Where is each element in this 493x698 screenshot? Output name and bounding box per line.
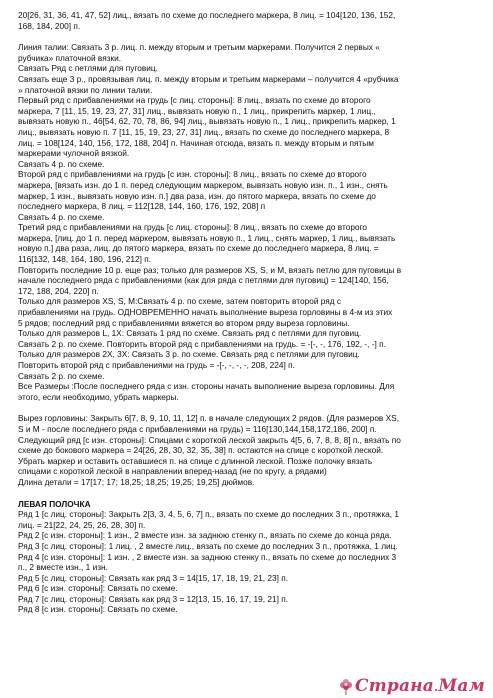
text-line: Ряд 5 [с лиц. стороны]: Связать как ряд 3 = 14[15, 17, 18, 19, 21, 23] п. <box>18 572 288 583</box>
text-line: маркера, [лиц. до 1 п. перед маркером, вывязать новую п., 1 лиц., снять маркер, 1 лиц., вывязать <box>18 232 396 243</box>
text-line: Ряд 7 [с лиц. стороны]: Связать как ряд 3 = 12[13, 15, 16, 17, 19, 21] п. <box>18 593 288 604</box>
paragraph-1 <box>18 10 480 31</box>
text-line: Третий ряд с прибавлениями на грудь [с лиц. стороны]: 8 лиц., вязать по схеме до второго <box>18 222 368 233</box>
text-line: Только для размеров XS, S, M:Связать 4 р. по схеме, затем повторить второй ряд с <box>18 296 342 307</box>
text-line: Ряд 2 [с изн. стороны]: 1 изн., 2 вместе изн. за заднюю стенку п., вязать по схеме до конца ряда. <box>18 530 392 541</box>
text-line: » платочной вязки по линии талии. <box>18 84 153 95</box>
text-line: спицами с короткой леской в направлении вперед-назад (не по кругу, а рядами) <box>18 466 327 477</box>
paragraph-neckline <box>18 413 480 487</box>
text-line: 116[132, 148, 164, 180, 196, 212] п. <box>18 254 152 265</box>
text-line: 5 рядов; последний ряд с прибавлениями вяжется во втором ряду выреза горловины. <box>18 317 350 328</box>
text-line: Ряд 6 [с изн. стороны]: Связать по схеме. <box>18 583 178 594</box>
text-line: начале последнего ряда с прибавлениями (как для ряда с петлями для пуговиц) = 124[140, 156, <box>18 275 389 286</box>
text-line: лиц. = 21[22, 24, 25, 26, 28, 30] п. <box>18 519 146 530</box>
text-line: Связать 4 р. по схеме. <box>18 211 105 222</box>
text-line: схеме до бокового маркера = 24[26, 28, 30, 32, 35, 38] п. остаются на спице с короткой леской. <box>18 445 384 456</box>
text-line: Ряд 3 [с лиц. стороны]: 1 лиц. , 2 вместе лиц., вязать по схеме до последних 3 п., протяжка, 1 лиц. <box>18 540 398 551</box>
text-line: Связать 2 р. по схеме. Повторить второй ряд с прибавлениями на грудь. = -[-, -, 176, 192, -, -] п. <box>18 338 386 349</box>
watermark-text-1: Страна <box>354 676 434 696</box>
section-heading: ЛЕВАЯ ПОЛОЧКА <box>18 498 91 509</box>
text-line: маркера, 7 [11, 15, 19, 23, 27, 31] лиц., вывязать новую п., 1 лиц., прикрепить маркер, 1 лиц., <box>18 105 376 116</box>
document-body <box>18 10 480 615</box>
text-line: маркер, 1 изн., вывязать новую изн. п.] два раза, изн. до пятого маркера, вязать по схеме до <box>18 190 376 201</box>
text-line: Ряд 1 [с лиц. стороны]: Закрыть 2[3, 3, 4, 5, 6, 7] п., вязать по схеме до последних 3 п., протяжка, 1 <box>18 509 399 520</box>
text-line: Первый ряд с прибавлениями на грудь [с лиц. стороны]: 8 лиц., вязать по схеме до второго <box>18 95 371 106</box>
text-line: Все Размеры :После последнего ряда с изн. стороны начать выполнение выреза горловины. Для <box>18 381 395 392</box>
text-line: прибавлениями на грудь. ОДНОВРЕМЕННО начать выполнение выреза горловины в 4-м из этих <box>18 307 393 318</box>
paragraph-waist <box>18 42 480 402</box>
text-line: Второй ряд с прибавлениями на грудь [с изн. стороны]: 8 лиц., вязать по схеме до второго <box>18 169 367 180</box>
text-line: Линия талии: Связать 3 р. лиц. п. между вторым и третьим маркерами. Получится 2 первых « <box>18 42 380 53</box>
text-line: 168, 184, 200] п. <box>18 20 81 31</box>
text-line: Только для размеров 2X, 3X: Связать 3 р. по схеме. Связать ряд с петлями для пуговиц. <box>18 349 360 360</box>
text-line: Связать Ряд с петлями для пуговиц. <box>18 63 158 74</box>
text-line: последнего маркера, 8 лиц. = 112[128, 144, 160, 176, 192, 208] п <box>18 201 266 212</box>
flower-icon <box>338 677 354 695</box>
text-line: Убрать маркер и оставить оставшиеся п. на спице с длинной леской. Позже полочку вязать <box>18 455 373 466</box>
watermark-logo: Страна.Мам <box>338 676 485 696</box>
section-left-front <box>18 509 480 615</box>
text-line: лиц., вывязать новую п. 7 [11, 15, 19, 23, 27, 31] лиц., вязать по схеме до последнего маркера, 8 <box>18 126 390 137</box>
text-line: 20[26, 31, 36, 41, 47, 52] лиц., вязать по схеме до последнего маркера, 8 лиц. = 104[120, 136, 152, <box>18 10 396 20</box>
watermark-text-2: Мам <box>438 676 485 696</box>
text-line: новую п.] два раза, лиц. до пятого маркера, вязать по схеме до последнего маркера, 8 лиц. = <box>18 243 379 254</box>
text-line: S и M - после последнего ряда с прибавлениями на грудь) = 116[130,144,158,172,186, 200] п. <box>18 423 377 434</box>
text-line: вывязать новую п., 46[54, 62, 70, 78, 86, 94] лиц., вывязать новую п., 1 лиц., прикрепить маркер, 1 <box>18 116 396 127</box>
text-line: этого, если необходимо, убрать маркеры. <box>18 391 179 402</box>
text-line: маркера, [вязать изн. до 1 п. перед следующим маркером, вывязать новую изн. п., 1 изн., снять <box>18 179 388 190</box>
text-line: Повторить последние 10 р. еще раз; только для размеров XS, S, и M, вязать петлю для пуговицы в <box>18 264 402 275</box>
text-line: лиц. = 108[124, 140, 156, 172, 188, 204] п. Начиная отсюда, вязать п. между вторым и пятым <box>18 137 374 148</box>
text-line: Повторить второй ряд с прибавлениями на грудь = -[-, -, -, -, 208, 224] п. <box>18 360 295 370</box>
text-line: маркерами чулочной вязкой. <box>18 148 130 159</box>
text-line: Связать 2 р. по схеме. <box>18 370 105 381</box>
text-line: п., 2 вместе изн., 1 изн. <box>18 562 108 573</box>
text-line: Вырез горловины: Закрыть 6[7, 8, 9, 10, 11, 12] п. в начале следующих 2 рядов. (Для размеров XS, <box>18 413 400 424</box>
text-line: Следующий ряд [с изн. стороны]: Спицами с короткой леской закрыть 4[5, 6, 7, 8, 8, 8] п., вязать по <box>18 434 401 445</box>
text-line: Длина детали = 17[17; 17; 18,25; 18,25; 19,25; 19,25] дюймов. <box>18 476 255 487</box>
text-line: Связать 4 р. по схеме. <box>18 158 105 169</box>
text-line: рубчика» платочной вязки. <box>18 52 122 63</box>
text-line: Связать еще 3 р., провязывая лиц. п. между вторым и третьим маркерами – получится 4 «рубчика <box>18 73 399 84</box>
text-line: Только для размеров L, 1X: Связать 1 ряд по схеме. Связать ряд с петлями для пуговиц. <box>18 328 362 339</box>
text-line: Ряд 4 [с изн. стороны]: 1 изн. , 2 вместе изн. за заднюю стенку п., вязать по схеме до последних 3 <box>18 551 397 562</box>
text-line: 172, 188, 204, 220] п. <box>18 285 99 296</box>
text-line: Ряд 8 [с изн. стороны]: Связать по схеме. <box>18 604 178 615</box>
